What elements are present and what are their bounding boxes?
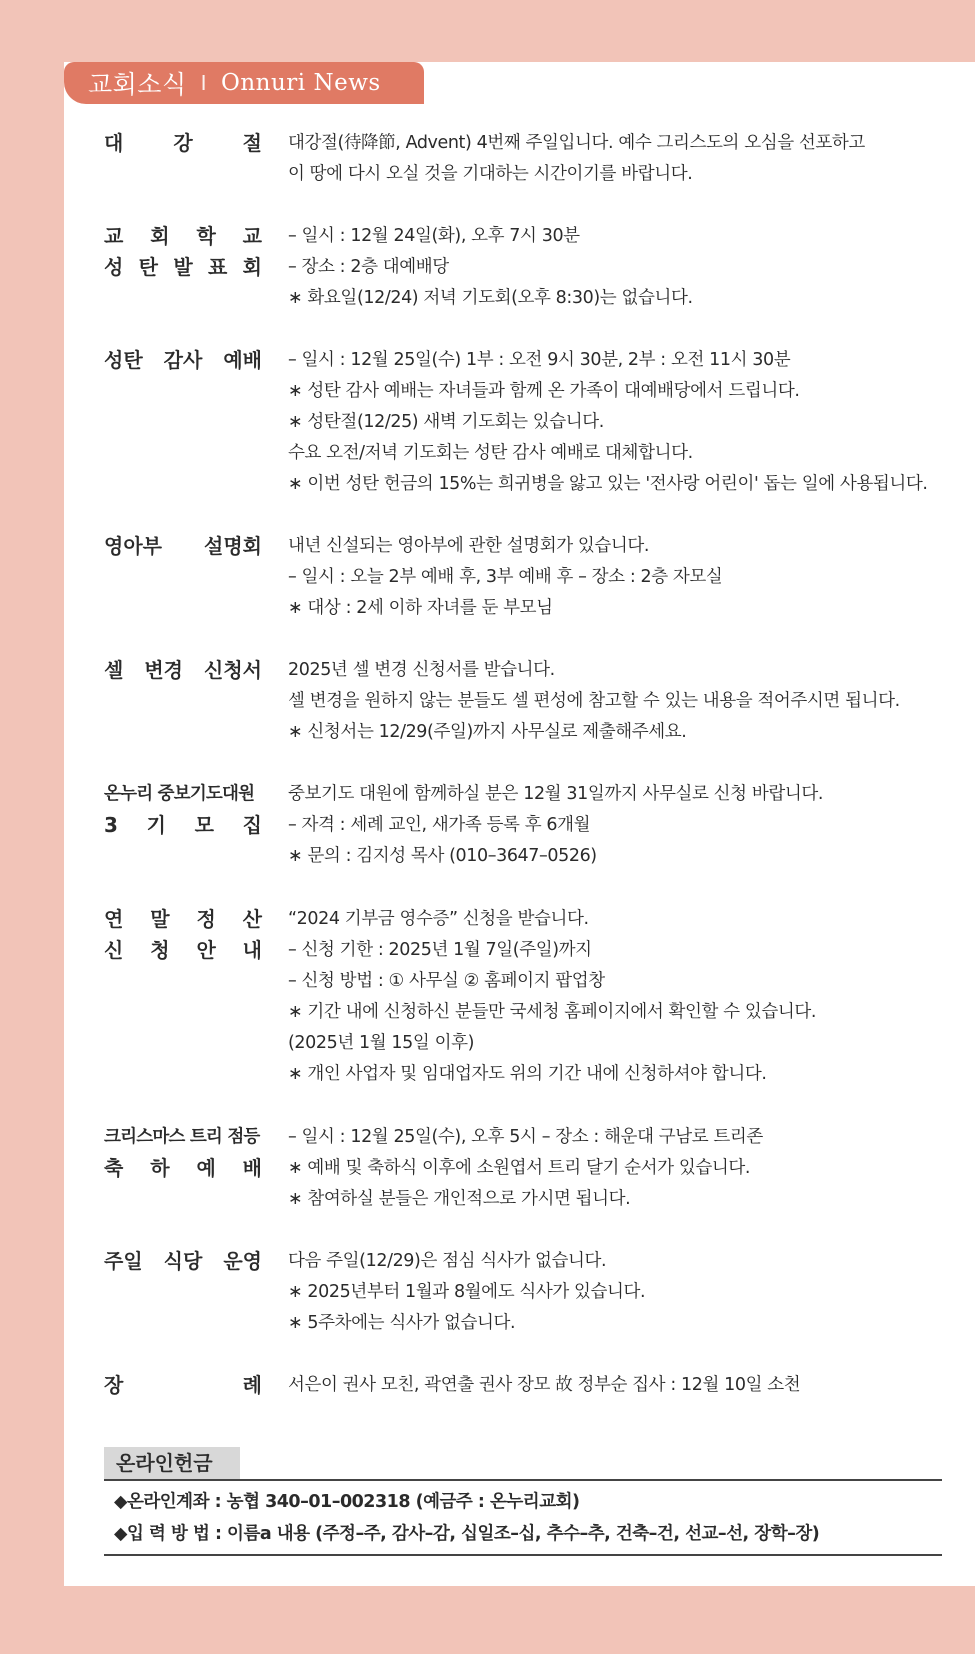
section-body-line: ∗ 문의 : 김지성 목사 (010–3647–0526) bbox=[288, 846, 597, 866]
section-body-line: – 일시 : 12월 25일(수), 오후 5시 – 장소 : 해운대 구남로 트리존 bbox=[288, 1127, 763, 1147]
section-label-line bbox=[104, 252, 262, 283]
section-label-char: 청 bbox=[150, 938, 170, 962]
section-label bbox=[104, 1246, 262, 1277]
section-body-line: – 일시 : 12월 25일(수) 1부 : 오전 9시 30분, 2부 : 오전 11시 30분 bbox=[288, 350, 791, 370]
header-title-ko: 교회소식 bbox=[88, 70, 187, 99]
section-label-line: 온누리 중보기도대원 bbox=[104, 784, 255, 804]
section-label bbox=[104, 221, 262, 283]
section-body-line: – 자격 : 세례 교인, 새가족 등록 후 6개월 bbox=[288, 815, 591, 835]
section-label-char: 감사 bbox=[163, 348, 203, 372]
section-label-char: 주일 bbox=[104, 1249, 143, 1273]
section-body-line: (2025년 1월 15일 이후) bbox=[288, 1033, 475, 1053]
section-label-char: 탄 bbox=[138, 255, 158, 279]
section-label bbox=[104, 1122, 262, 1184]
section-label-char: 성 bbox=[104, 255, 124, 279]
section-body-line: ∗ 참여하실 분들은 개인적으로 가시면 됩니다. bbox=[288, 1189, 631, 1209]
section-body-line: – 장소 : 2층 대예배당 bbox=[288, 257, 449, 277]
online-account-line: ◆온라인계좌 : 농협 340–01–002318 (예금주 : 온누리교회) bbox=[114, 1492, 580, 1512]
section-label-char: 셀 bbox=[104, 658, 124, 682]
section-body-line: ∗ 대상 : 2세 이하 자녀를 둔 부모님 bbox=[288, 598, 553, 618]
section-body bbox=[288, 221, 975, 314]
section-body bbox=[288, 904, 975, 1090]
section-label-line bbox=[104, 935, 262, 966]
section-body-line: ∗ 2025년부터 1월과 8월에도 식사가 있습니다. bbox=[288, 1282, 646, 1302]
section-label-line bbox=[104, 128, 262, 159]
section-label-line bbox=[104, 345, 262, 376]
section-label-char: 기 bbox=[146, 813, 166, 837]
section-label-char: 안 bbox=[196, 938, 216, 962]
section-body-line: ∗ 화요일(12/24) 저녁 기도회(오후 8:30)는 없습니다. bbox=[288, 288, 693, 308]
section-body bbox=[288, 1370, 975, 1401]
section-label-char: 설명회 bbox=[204, 534, 262, 558]
section-label-char: 말 bbox=[150, 907, 170, 931]
section-label-char: 식당 bbox=[163, 1249, 203, 1273]
section-label-char: 3 bbox=[104, 813, 118, 837]
section-label-char: 회 bbox=[150, 224, 170, 248]
section-label-line bbox=[104, 531, 262, 562]
section-label-char: 영아부 bbox=[104, 534, 162, 558]
section-label-char: 운영 bbox=[223, 1249, 262, 1273]
section-body-line: 2025년 셀 변경 신청서를 받습니다. bbox=[288, 660, 555, 680]
section-body-line: 수요 오전/저녁 기도회는 성탄 감사 예배로 대체합니다. bbox=[288, 443, 693, 463]
online-rule-bottom bbox=[104, 1554, 942, 1556]
section-body-line: ∗ 이번 성탄 헌금의 15%는 희귀병을 앓고 있는 '전사랑 어린이' 돕는 일에 사용됩니다. bbox=[288, 474, 928, 494]
section-body-line: ∗ 5주차에는 식사가 없습니다. bbox=[288, 1313, 516, 1333]
section-label-char: 례 bbox=[242, 1373, 262, 1397]
section-body-line: “2024 기부금 영수증” 신청을 받습니다. bbox=[288, 909, 589, 929]
section-label bbox=[104, 655, 262, 686]
section-label-char: 대 bbox=[104, 131, 124, 155]
section-body-line: ∗ 기간 내에 신청하신 분들만 국세청 홈페이지에서 확인할 수 있습니다. bbox=[288, 1002, 817, 1022]
section-body bbox=[288, 1246, 975, 1339]
section-body-line: ∗ 신청서는 12/29(주일)까지 사무실로 제출해주세요. bbox=[288, 722, 687, 742]
header-separator: I bbox=[200, 71, 208, 95]
section-label-char: 절 bbox=[242, 131, 262, 155]
section-label bbox=[104, 1370, 262, 1401]
section-body-line: 서은이 권사 모친, 곽연출 권사 장모 故 정부순 집사 : 12월 10일 소천 bbox=[288, 1375, 801, 1395]
section-label-line bbox=[104, 1246, 262, 1277]
section-label bbox=[104, 531, 262, 562]
section-body-line: 대강절(待降節, Advent) 4번째 주일입니다. 예수 그리스도의 오심을 선포하고 bbox=[288, 133, 865, 153]
section-label-line: 크리스마스 트리 점등 bbox=[104, 1127, 260, 1147]
section-body bbox=[288, 345, 975, 500]
section-label-char: 예 bbox=[196, 1156, 216, 1180]
section-body-line: – 일시 : 오늘 2부 예배 후, 3부 예배 후 – 장소 : 2층 자모실 bbox=[288, 567, 723, 587]
section-label-char: 발 bbox=[173, 255, 193, 279]
section-label-char: 성탄 bbox=[104, 348, 143, 372]
online-rule-top bbox=[104, 1479, 942, 1481]
section-label-char: 축 bbox=[104, 1156, 124, 1180]
section-body bbox=[288, 531, 975, 624]
section-body-line: 다음 주일(12/29)은 점심 식사가 없습니다. bbox=[288, 1251, 607, 1271]
section-label-char: 산 bbox=[242, 907, 262, 931]
section-label-char: 학 bbox=[196, 224, 216, 248]
section-label-char: 강 bbox=[173, 131, 193, 155]
section-body-line: – 일시 : 12월 24일(화), 오후 7시 30분 bbox=[288, 226, 580, 246]
section-body-line: 이 땅에 다시 오실 것을 기대하는 시간이기를 바랍니다. bbox=[288, 164, 693, 184]
section-label-char: 신청서 bbox=[204, 658, 262, 682]
section-label bbox=[104, 128, 262, 159]
section-label-char: 예배 bbox=[223, 348, 262, 372]
section-body-line: – 신청 방법 : ① 사무실 ② 홈페이지 팝업창 bbox=[288, 971, 605, 991]
section-label-char: 회 bbox=[242, 255, 262, 279]
section-label-char: 장 bbox=[104, 1373, 124, 1397]
section-body bbox=[288, 128, 975, 190]
section-label-line bbox=[104, 1370, 262, 1401]
section-body bbox=[288, 655, 975, 748]
online-offering-title: 온라인헌금 bbox=[104, 1447, 240, 1479]
section-body-line: ∗ 성탄절(12/25) 새벽 기도회는 있습니다. bbox=[288, 412, 604, 432]
section-body-line: 셀 변경을 원하지 않는 분들도 셀 편성에 참고할 수 있는 내용을 적어주시면 됩니다. bbox=[288, 691, 900, 711]
section-label-char: 신 bbox=[104, 938, 124, 962]
section-body bbox=[288, 1122, 975, 1215]
section-label-char: 교 bbox=[242, 224, 262, 248]
section-label-char: 교 bbox=[104, 224, 124, 248]
section-label-line bbox=[104, 655, 262, 686]
section-label-char: 집 bbox=[242, 813, 262, 837]
section-label-char: 내 bbox=[242, 938, 262, 962]
online-input-method-line: ◆입 력 방 법 : 이름a 내용 (주정–주, 감사–감, 십일조–십, 추수–추, 건축–건, 선교–선, 장학–장) bbox=[114, 1524, 820, 1544]
section-body-line: – 신청 기한 : 2025년 1월 7일(주일)까지 bbox=[288, 940, 592, 960]
section-label-char: 하 bbox=[150, 1156, 170, 1180]
section-label-line bbox=[104, 1153, 262, 1184]
section-body-line: ∗ 개인 사업자 및 임대업자도 위의 기간 내에 신청하셔야 합니다. bbox=[288, 1064, 767, 1084]
section-label-char: 표 bbox=[207, 255, 228, 279]
section-label-char: 모 bbox=[194, 813, 214, 837]
section-body-line: ∗ 성탄 감사 예배는 자녀들과 함께 온 가족이 대예배당에서 드립니다. bbox=[288, 381, 800, 401]
section-label bbox=[104, 904, 262, 966]
section-label-line bbox=[104, 904, 262, 935]
section-label-line bbox=[104, 810, 262, 841]
section-label bbox=[104, 779, 262, 841]
section-label-char: 변경 bbox=[144, 658, 183, 682]
section-label-char: 배 bbox=[242, 1156, 262, 1180]
section-body-line: 중보기도 대원에 함께하실 분은 12월 31일까지 사무실로 신청 바랍니다. bbox=[288, 784, 824, 804]
section-label-line bbox=[104, 221, 262, 252]
news-header-tab bbox=[64, 62, 424, 104]
section-body bbox=[288, 779, 975, 872]
section-label-char: 연 bbox=[104, 907, 124, 931]
section-label-char: 정 bbox=[196, 907, 216, 931]
section-body-line: 내년 신설되는 영아부에 관한 설명회가 있습니다. bbox=[288, 536, 650, 556]
section-body-line: ∗ 예배 및 축하식 이후에 소원엽서 트리 달기 순서가 있습니다. bbox=[288, 1158, 751, 1178]
section-label bbox=[104, 345, 262, 376]
header-title-en: Onnuri News bbox=[221, 70, 381, 96]
